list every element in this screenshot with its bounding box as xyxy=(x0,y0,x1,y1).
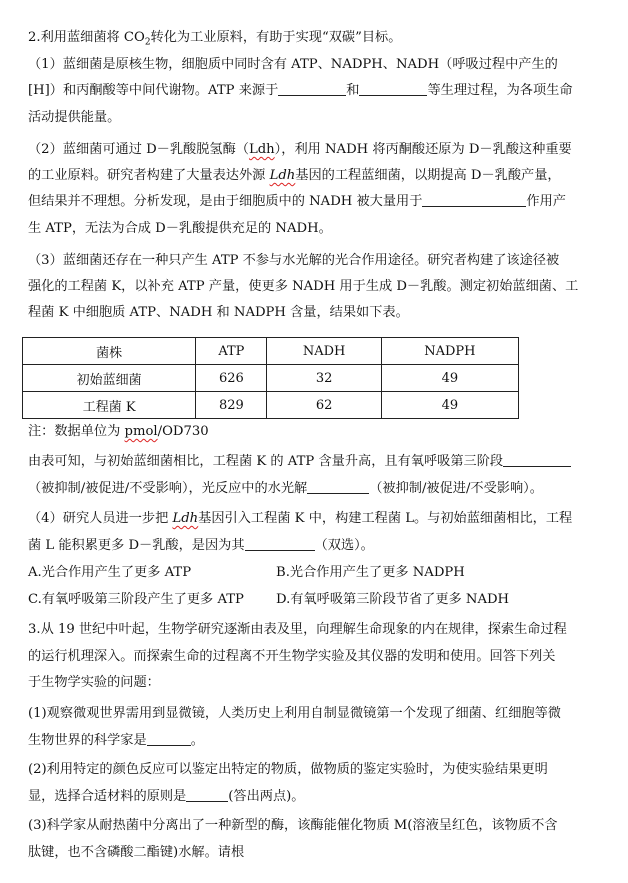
q2-p2-line2: 的工业原料。研究者构建了大量表达外源 Ldh基因的工程蓝细菌，以期提高 D－乳酸产量， xyxy=(28,168,561,183)
table-cell: 工程菌 K xyxy=(23,392,196,419)
options-row-2 xyxy=(28,589,608,611)
option-d[interactable]: D.有氧呼吸第三阶段节省了更多 NADH xyxy=(276,592,510,607)
answer-blank[interactable] xyxy=(147,731,191,746)
q3-s1-line1: (1)观察微观世界需用到显微镜，人类历史上利用自制显微镜第一个发现了细菌、红细胞等微 xyxy=(28,706,561,721)
q3-s2-line2: 显，选择合适材料的原则是 (答出两点)。 xyxy=(28,789,305,804)
q2-p3-line1: （3）蓝细菌还存在一种只产生 ATP 不参与水光解的光合作用途径。研究者构建了该途径被 xyxy=(28,253,560,268)
answer-blank[interactable] xyxy=(245,536,315,551)
q3-intro-line3: 于生物学实验的问题： xyxy=(28,675,160,690)
q3-s3-line2: 肽键，也不含磷酸二酯键)水解。请根 xyxy=(28,845,245,860)
table-cell: 32 xyxy=(267,365,381,392)
ldh-gene-term: Ldh xyxy=(269,168,296,183)
table-cell: 初始蓝细菌 xyxy=(23,365,196,392)
q2-p2-line1: （2）蓝细菌可通过 D－乳酸脱氢酶（Ldh），利用 NADH 将丙酮酸还原为 D－乳酸这种重要 xyxy=(28,142,572,157)
answer-blank[interactable] xyxy=(278,81,346,96)
table-cell: 49 xyxy=(381,365,518,392)
table-header: 菌株 xyxy=(23,338,196,365)
q3-s1-line2: 生物世界的科学家是 。 xyxy=(28,733,204,748)
analysis-line1: 由表可知，与初始蓝细菌相比，工程菌 K 的 ATP 含量升高，且有氧呼吸第三阶段 xyxy=(28,451,608,473)
q2-p4-line1: （4）研究人员进一步把 Ldh基因引入工程菌 K 中，构建工程菌 L。与初始蓝细菌相比，工程 xyxy=(28,511,573,526)
q2-p2-line3: 但结果并不理想。分析发现，是由于细胞质中的 NADH 被大量用于 作用产 xyxy=(28,194,566,209)
q3-s3-line1: (3)科学家从耐热菌中分离出了一种新型的酶，该酶能催化物质 M(溶液呈红色，该物质不含 xyxy=(28,818,558,833)
text-fade-overlay xyxy=(258,840,318,866)
q3-intro-line2: 的运行机理深入。而探索生命的过程离不开生物学实验及其仪器的发明和使用。回答下列关 xyxy=(28,649,556,664)
table-header-row xyxy=(23,338,519,365)
table-cell: 62 xyxy=(267,392,381,419)
q2-p1-line2: [H]）和丙酮酸等中间代谢物。ATP 来源于 和 等生理过程，为各项生命 xyxy=(28,83,573,98)
q3-s2-line1: (2)利用特定的颜色反应可以鉴定出特定的物质，做物质的鉴定实验时，为使实验结果更明 xyxy=(28,762,548,777)
table-note: 注：数据单位为 pmol/OD730 xyxy=(28,424,209,439)
table-header: NADPH xyxy=(381,338,518,365)
q2-p2-line4: 生 ATP，无法为合成 D－乳酸提供充足的 NADH。 xyxy=(28,221,332,236)
q2-p1-line3: 活动提供能量。 xyxy=(28,110,121,125)
q2-p4-line2: 菌 L 能积累更多 D－乳酸，是因为其 （双选）。 xyxy=(28,538,374,553)
analysis-line2: （被抑制/被促进/不受影响），光反应中的水光解 （被抑制/被促进/不受影响）。 xyxy=(28,481,543,496)
table-cell: 829 xyxy=(196,392,267,419)
q3-intro-line1: 3.从 19 世纪中叶起，生物学研究逐渐由表及里，向理解生命现象的内在规律，探索生命过程 xyxy=(28,622,567,637)
answer-blank[interactable] xyxy=(186,787,228,802)
results-table xyxy=(22,337,519,419)
option-b[interactable]: B.光合作用产生了更多 NADPH xyxy=(276,565,465,580)
table-row xyxy=(23,392,519,419)
table-cell: 49 xyxy=(381,392,518,419)
ldh-term: Ldh xyxy=(248,142,275,157)
q2-p3-line3: 程菌 K 中细胞质 ATP、NADH 和 NADPH 含量，结果如下表。 xyxy=(28,305,409,320)
options-row-1 xyxy=(28,562,608,584)
answer-blank[interactable] xyxy=(503,452,571,467)
subscript: 2 xyxy=(144,37,151,48)
ldh-gene-term: Ldh xyxy=(172,511,199,526)
q2-p1-line1: （1）蓝细菌是原核生物，细胞质中同时含有 ATP、NADPH、NADH（呼吸过程中产生的 xyxy=(28,57,558,72)
table-cell: 626 xyxy=(196,365,267,392)
answer-blank[interactable] xyxy=(307,479,369,494)
option-c[interactable]: C.有氧呼吸第三阶段产生了更多 ATP xyxy=(28,592,244,607)
q2-title: 2.利用蓝细菌将 $CO_2$转化为工业原料，有助于实现“双碳”目标。 xyxy=(28,30,402,48)
q2-p3-line2: 强化的工程菌 K，以补充 ATP 产量，使更多 NADH 用于生成 D－乳酸。测定初始蓝细菌、工 xyxy=(28,279,579,294)
table-header: NADH xyxy=(267,338,381,365)
answer-blank[interactable] xyxy=(359,81,427,96)
answer-blank[interactable] xyxy=(422,192,526,207)
table-row xyxy=(23,365,519,392)
table-header: ATP xyxy=(196,338,267,365)
option-a[interactable]: A.光合作用产生了更多 ATP xyxy=(28,565,192,580)
